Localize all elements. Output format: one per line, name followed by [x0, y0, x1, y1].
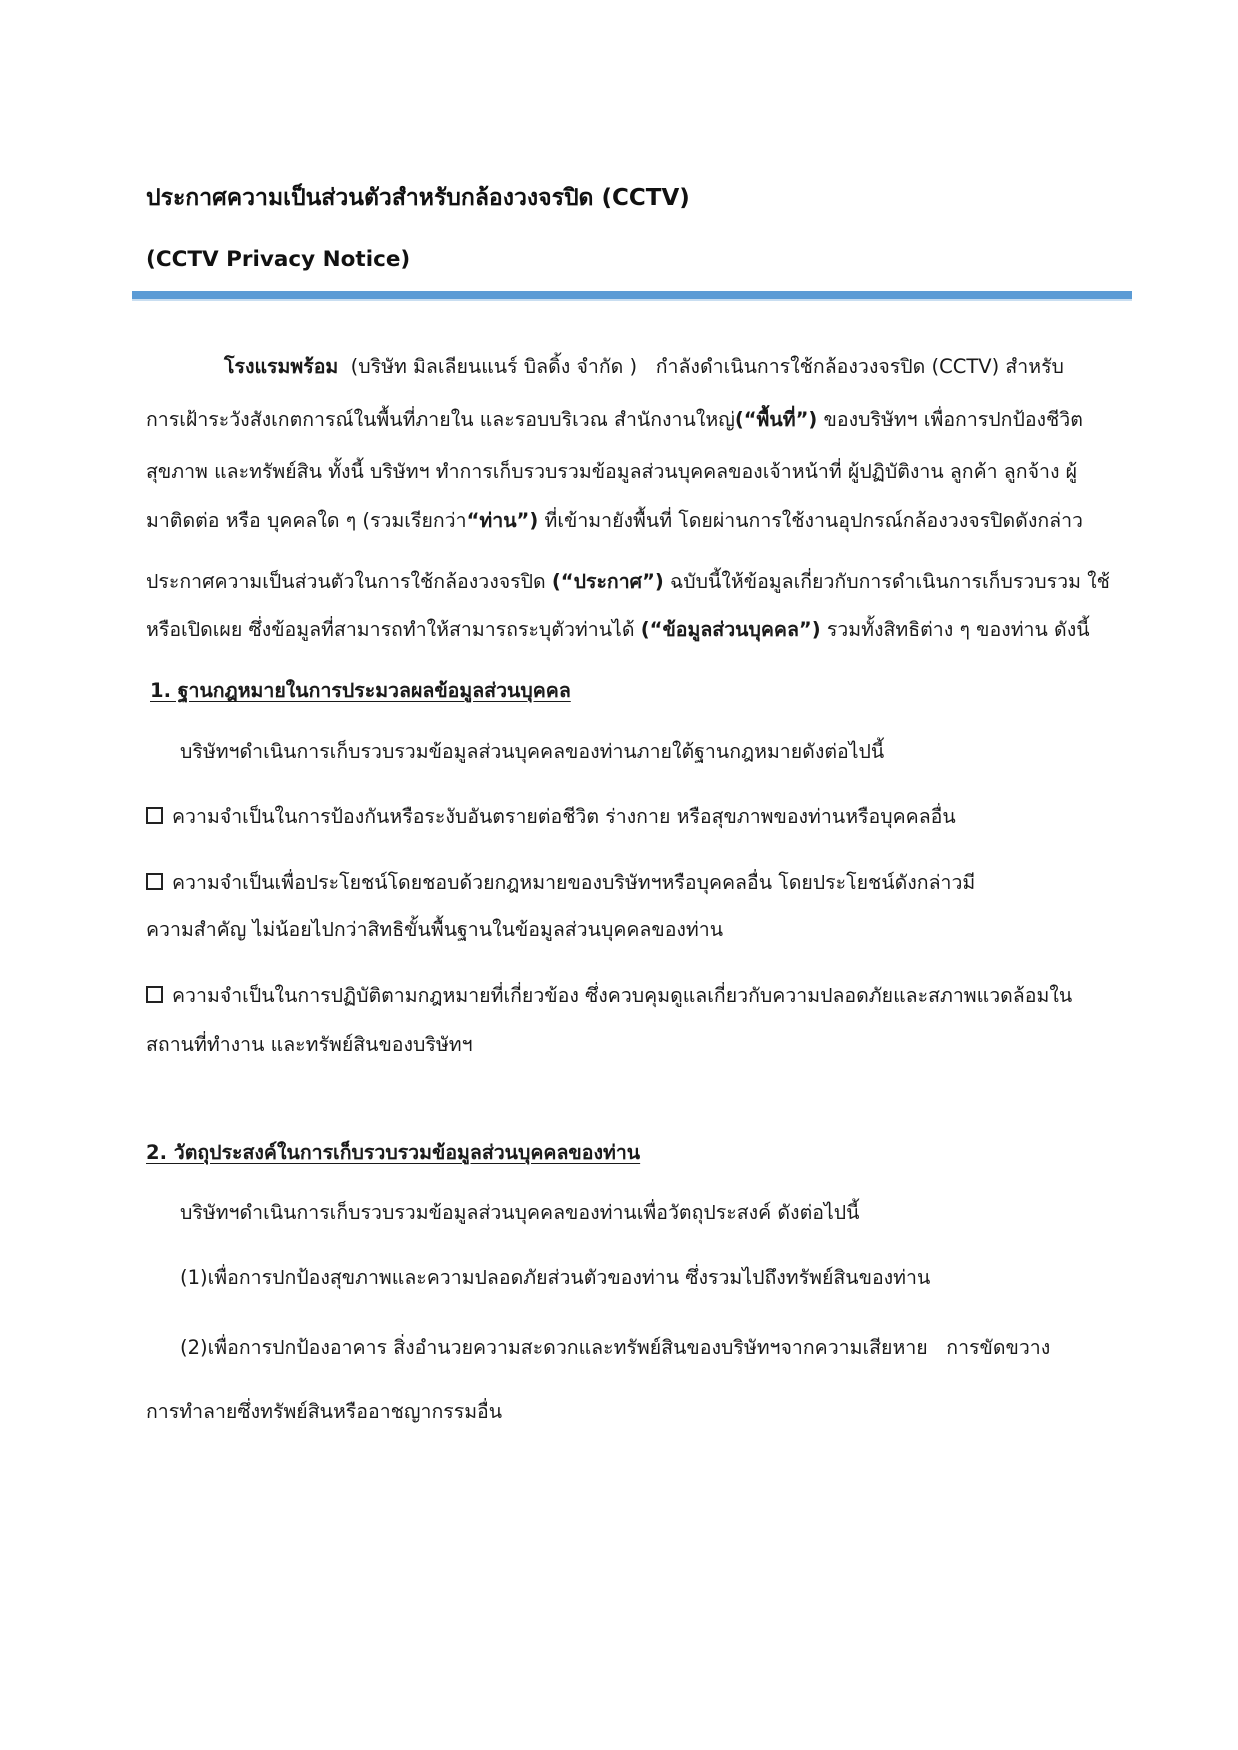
legal-basis-item-3-cont: สถานที่ทำงาน และทรัพย์สินของบริษัทฯ [146, 1033, 473, 1056]
intro-line-1: โรงแรมพร้อม (บริษัท มิลเลียนแนร์ บิลดิ้ง จำกัด ) กำลังดำเนินการใช้กล้องวงจรปิด (CCTV) สำหรับ [224, 355, 1064, 378]
section-1-lead: บริษัทฯดำเนินการเก็บรวบรวมข้อมูลส่วนบุคคลของท่านภายใต้ฐานกฎหมายดังต่อไปนี้ [180, 740, 885, 763]
purpose-2-cont: การทำลายซึ่งทรัพย์สินหรืออาชญากรรมอื่น [146, 1400, 503, 1423]
term-personal-data: (“ข้อมูลส่วนบุคคล”) [640, 618, 821, 641]
legal-basis-item-1: ความจำเป็นในการป้องกันหรือระงับอันตรายต่อชีวิต ร่างกาย หรือสุขภาพของท่านหรือบุคคลอื่น [146, 803, 956, 831]
hotel-name: โรงแรมพร้อม [224, 355, 339, 378]
title-divider-shadow [132, 299, 1132, 301]
legal-basis-item-2: ความจำเป็นเพื่อประโยชน์โดยชอบด้วยกฎหมายของบริษัทฯหรือบุคคลอื่น โดยประโยชน์ดังกล่าวมี [146, 869, 975, 897]
document-subtitle: (CCTV Privacy Notice) [146, 247, 411, 272]
section-1-heading: 1. ฐานกฎหมายในการประมวลผลข้อมูลส่วนบุคคล [150, 679, 571, 702]
intro-line-5: ประกาศความเป็นส่วนตัวในการใช้กล้องวงจรปิด (“ประกาศ”) ฉบับนี้ให้ข้อมูลเกี่ยวกับการดำเนินการเก็บรวบรวม ใช้ [146, 570, 1110, 593]
intro-line-3: สุขภาพ และทรัพย์สิน ทั้งนี้ บริษัทฯ ทำการเก็บรวบรวมข้อมูลส่วนบุคคลของเจ้าหน้าที่ ผู้ปฏิบัติงาน ลูกค้า ลูกจ้าง ผู้ [146, 460, 1078, 483]
checkbox-icon [146, 807, 163, 824]
section-2-heading: 2. วัตถุประสงค์ในการเก็บรวบรวมข้อมูลส่วนบุคคลของท่าน [146, 1141, 641, 1164]
term-notice: (“ประกาศ”) [551, 570, 664, 593]
intro-line-6: หรือเปิดเผย ซึ่งข้อมูลที่สามารถทำให้สามารถระบุตัวท่านได้ (“ข้อมูลส่วนบุคคล”) รวมทั้งสิทธิต่าง ๆ ของท่าน ดังนี้ [146, 618, 1090, 641]
legal-basis-item-3: ความจำเป็นในการปฏิบัติตามกฎหมายที่เกี่ยวข้อง ซึ่งควบคุมดูแลเกี่ยวกับความปลอดภัยและสภาพแวดล้อมใน [146, 982, 1072, 1010]
intro-line-2: การเฝ้าระวังสังเกตการณ์ในพื้นที่ภายใน และรอบบริเวณ สำนักงานใหญ่(“พื้นที่”) ของบริษัทฯ เพื่อการปกป้องชีวิต [146, 408, 1083, 431]
intro-line-4: มาติดต่อ หรือ บุคคลใด ๆ (รวมเรียกว่า“ท่าน”) ที่เข้ามายังพื้นที่ โดยผ่านการใช้งานอุปกรณ์กล้องวงจรปิดดังกล่าว [146, 509, 1084, 532]
document-title: ประกาศความเป็นส่วนตัวสำหรับกล้องวงจรปิด (CCTV) [146, 185, 690, 211]
purpose-2: (2)เพื่อการปกป้องอาคาร สิ่งอำนวยความสะดวกและทรัพย์สินของบริษัทฯจากความเสียหาย การขัดขวาง [180, 1336, 1051, 1359]
purpose-1: (1)เพื่อการปกป้องสุขภาพและความปลอดภัยส่วนตัวของท่าน ซึ่งรวมไปถึงทรัพย์สินของท่าน [180, 1266, 931, 1289]
term-you: “ท่าน”) [466, 509, 539, 532]
checkbox-icon [146, 986, 163, 1003]
legal-basis-item-2-cont: ความสำคัญ ไม่น้อยไปกว่าสิทธิขั้นพื้นฐานในข้อมูลส่วนบุคคลของท่าน [146, 918, 724, 941]
checkbox-icon [146, 873, 163, 890]
section-2-lead: บริษัทฯดำเนินการเก็บรวบรวมข้อมูลส่วนบุคคลของท่านเพื่อวัตถุประสงค์ ดังต่อไปนี้ [180, 1201, 860, 1224]
term-area: (“พื้นที่”) [734, 408, 818, 431]
